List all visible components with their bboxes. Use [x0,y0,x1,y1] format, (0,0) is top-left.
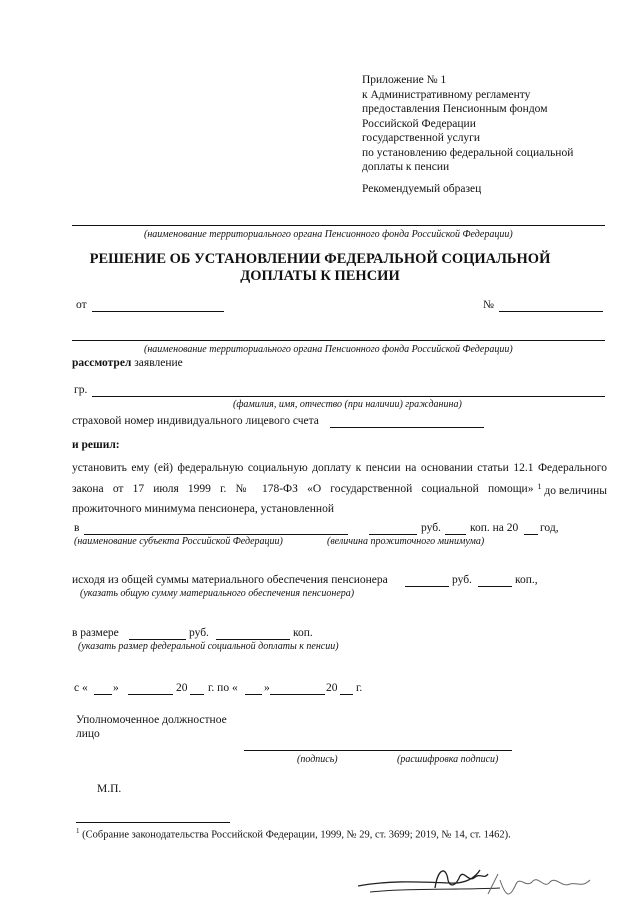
in-prefix: в [74,522,80,534]
region-caption: (наименование субъекта Российской Федерации) [74,536,283,547]
decided-label: и решил: [72,439,120,451]
citizen-caption: (фамилия, имя, отчество (при наличии) гражданина) [233,399,462,410]
body-line: прожиточного минимума пенсионера, установленной [72,503,334,515]
min-kop-field[interactable] [445,534,466,535]
rub-label: руб. [189,627,209,639]
title-line: ДОПЛАТЫ К ПЕНСИИ [240,268,400,284]
handwritten-signature [350,858,600,903]
year-label: год, [540,522,559,534]
header-line: Российской Федерации [362,117,476,130]
header-line: доплаты к пенсии [362,161,450,173]
decoding-caption: (расшифровка подписи) [397,754,499,765]
reviewed-bold: рассмотрел [72,357,132,369]
number-field[interactable] [499,311,603,312]
citizen-prefix: гр. [74,384,88,396]
period-from-day-field[interactable] [94,694,112,695]
region-field[interactable] [84,534,348,535]
org-caption: (наименование территориального органа Пенсионного фонда Российской Федерации) [144,229,513,240]
amount-kop-field[interactable] [216,639,290,640]
org-name-line [72,340,605,341]
snils-field[interactable] [330,427,484,428]
body-line-2-end: до величины [541,484,607,497]
number-label: № [483,299,494,311]
body-line: установить ему (ей) федеральную социальную доплату к пенсии на основании статьи 12.1 Федерального [72,462,607,474]
footnote-divider [76,822,230,823]
min-rub-field[interactable] [369,534,417,535]
period-to-day-field[interactable] [245,694,262,695]
min-caption: (величина прожиточного минимума) [327,536,485,547]
kop-label: коп. [293,627,313,639]
period-to-year-field[interactable] [340,694,353,695]
period-from-month-field[interactable] [128,694,173,695]
amount-text: в размере [72,627,119,639]
period-year-prefix: 20 [326,682,338,694]
header-line: к Административному регламенту [362,88,531,101]
total-kop-field[interactable] [478,586,512,587]
stamp-place: М.П. [97,783,122,795]
appendix-header [362,73,573,175]
header-line: Приложение № 1 [362,74,447,86]
period-quote: » [264,682,270,694]
signature-line[interactable] [244,750,512,751]
reviewed-statement [72,356,183,370]
footnote-mark: 1 [76,827,80,835]
document-title [0,251,640,285]
official-title: Уполномоченное должностное [76,714,227,726]
period-from-year-field[interactable] [190,694,204,695]
org-caption: (наименование территориального органа Пенсионного фонда Российской Федерации) [144,344,513,355]
sample-note: Рекомендуемый образец [362,183,482,195]
period-year-prefix: 20 [176,682,188,694]
title-line: РЕШЕНИЕ ОБ УСТАНОВЛЕНИИ ФЕДЕРАЛЬНОЙ СОЦИАЛЬНОЙ [89,251,551,267]
total-caption: (указать общую сумму материального обеспечения пенсионера) [80,588,355,599]
header-line: по установлению федеральной социальной [362,146,574,159]
year-field[interactable] [524,534,538,535]
body-line-2-text: закона от 17 июля 1999 г. № 178-ФЗ «О государственной социальной помощи» [72,483,534,495]
header-line: предоставления Пенсионным фондом [362,103,548,115]
period-quote: » [113,682,119,694]
total-text: исходя из общей суммы материального обеспечения пенсионера [72,574,388,586]
signature-caption: (подпись) [297,754,338,765]
amount-rub-field[interactable] [129,639,186,640]
total-rub-field[interactable] [405,586,449,587]
footnote [76,827,511,841]
kop-label: коп., [515,574,538,586]
date-field[interactable] [92,311,224,312]
footnote-ref [537,482,607,498]
body-line-2 [72,482,607,498]
org-name-line [72,225,605,226]
citizen-name-field[interactable] [92,396,605,397]
period-to-month-field[interactable] [270,694,325,695]
period-year-suffix: г. [356,682,363,694]
period-to-open: г. по « [208,682,238,694]
snils-label: страховой номер индивидуального лицевого счета [72,415,319,427]
rub-label: руб. [452,574,472,586]
footnote-text: (Собрание законодательства Российской Федерации, 1999, № 29, ст. 3699; 2019, № 14, ст. 1462). [79,829,511,841]
amount-caption: (указать размер федеральной социальной доплаты к пенсии) [78,641,339,652]
kop-year-label: коп. на 20 [470,522,519,534]
footnote-sup: 1 [537,482,542,491]
rub-label: руб. [421,522,441,534]
header-line: государственной услуги [362,132,481,144]
reviewed-rest: заявление [131,357,183,369]
official-title: лицо [76,728,100,740]
period-from-open: с « [74,682,88,694]
date-label: от [76,299,87,311]
